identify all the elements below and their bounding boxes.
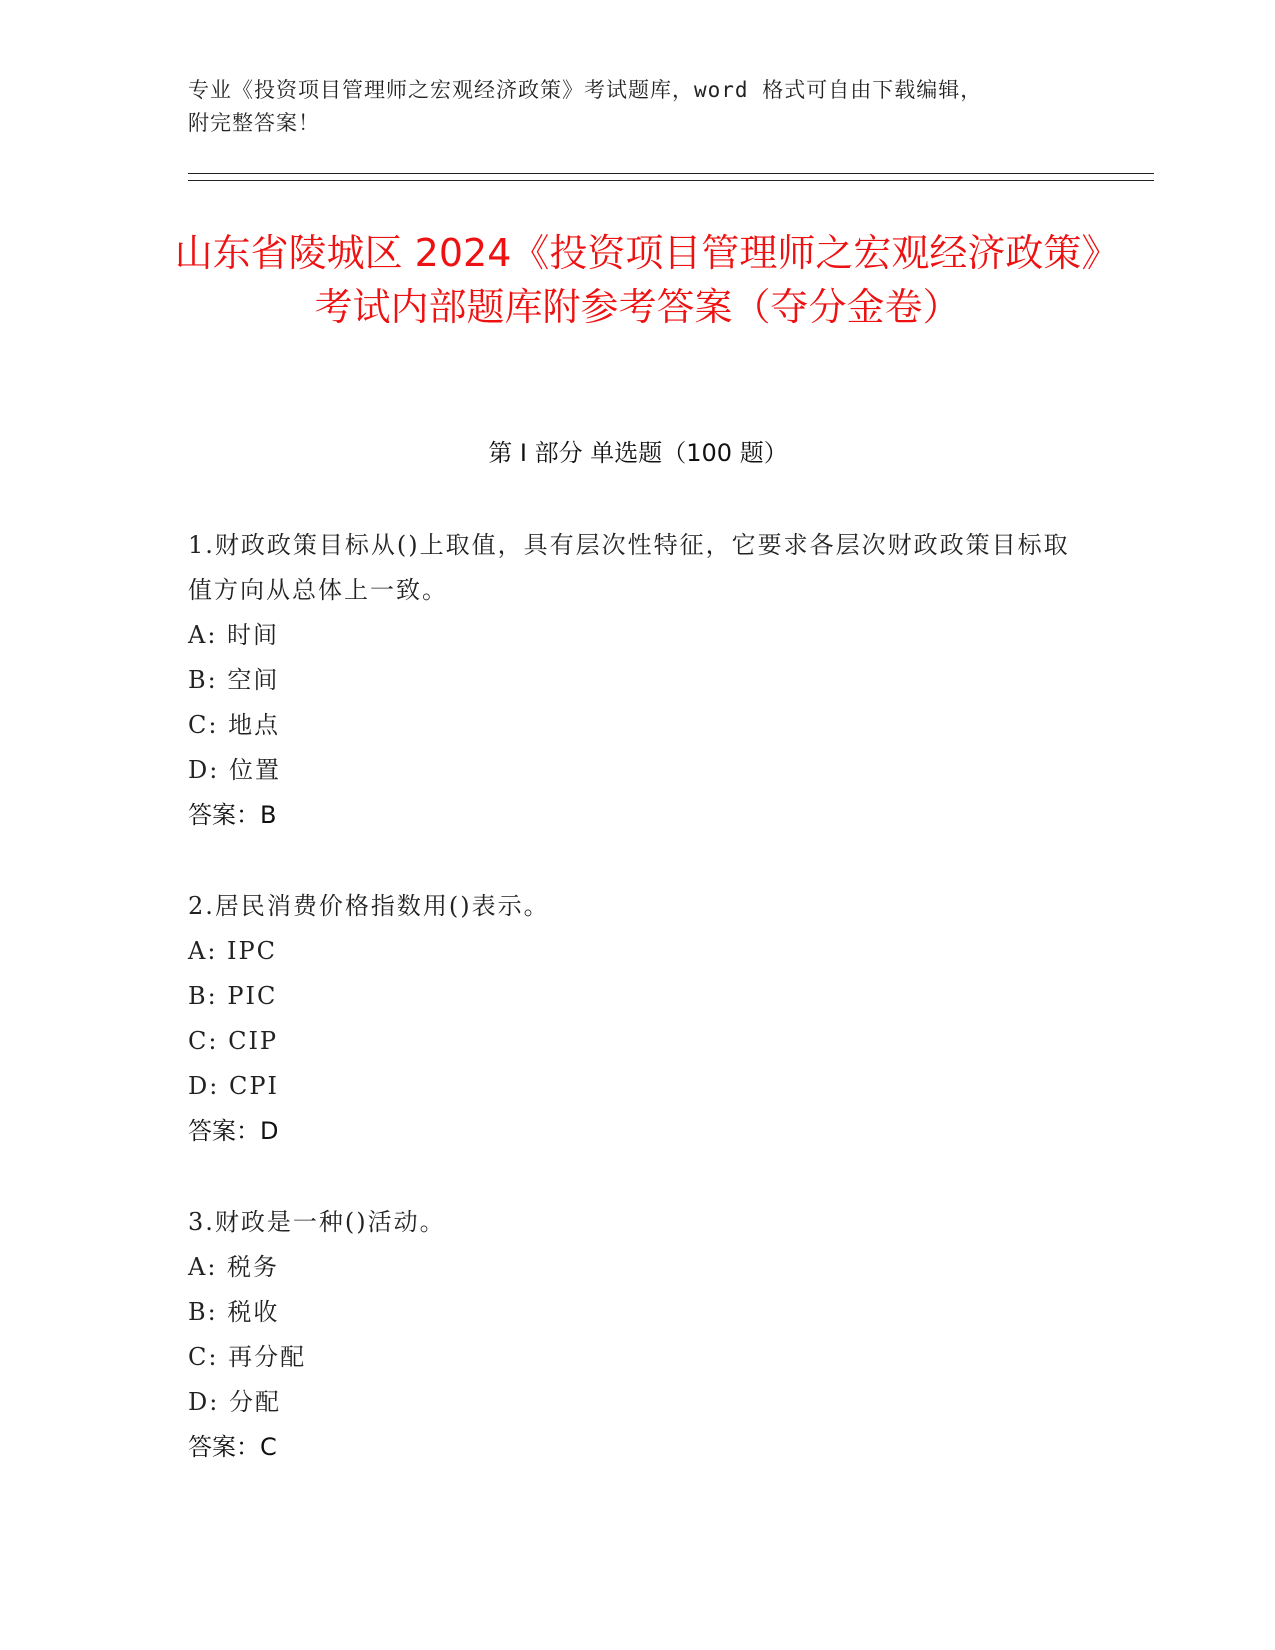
- option-b: B: 税收: [188, 1298, 280, 1326]
- option-d: D: CPI: [188, 1072, 279, 1100]
- option-d: D: 位置: [188, 756, 281, 784]
- intro-note: [188, 74, 1088, 140]
- option-d: D: 分配: [188, 1388, 281, 1416]
- header-rule-bottom: [188, 180, 1154, 181]
- answer: 答案：B: [188, 801, 277, 829]
- answer: 答案：D: [188, 1117, 279, 1145]
- option-a: A: 税务: [188, 1253, 280, 1281]
- answer: 答案：C: [188, 1433, 277, 1461]
- question-text: 1.财政政策目标从()上取值，具有层次性特征，它要求各层次财政政策目标取值方向从总体上一致。: [188, 531, 1070, 604]
- question-2: [188, 884, 1088, 1154]
- question-1: [188, 523, 1088, 838]
- intro-line-1: 专业《投资项目管理师之宏观经济政策》考试题库，word 格式可自由下载编辑，: [188, 78, 983, 102]
- option-c: C: CIP: [188, 1027, 279, 1055]
- option-c: C: 再分配: [188, 1343, 307, 1371]
- option-c: C: 地点: [188, 711, 281, 739]
- section-heading: 第 I 部分 单选题（100 题）: [488, 439, 788, 467]
- option-a: A: 时间: [188, 621, 280, 649]
- option-b: B: 空间: [188, 666, 280, 694]
- question-text: 3.财政是一种()活动。: [188, 1208, 446, 1236]
- question-3: [188, 1200, 1088, 1470]
- question-text: 2.居民消费价格指数用()表示。: [188, 892, 550, 920]
- option-b: B: PIC: [188, 982, 278, 1010]
- header-rule-top: [188, 173, 1154, 174]
- option-a: A: IPC: [188, 937, 278, 965]
- document-title: 山东省陵城区 2024《投资项目管理师之宏观经济政策》考试内部题库附参考答案（夺分金卷）: [174, 231, 1101, 329]
- intro-line-2: 附完整答案！: [188, 111, 320, 135]
